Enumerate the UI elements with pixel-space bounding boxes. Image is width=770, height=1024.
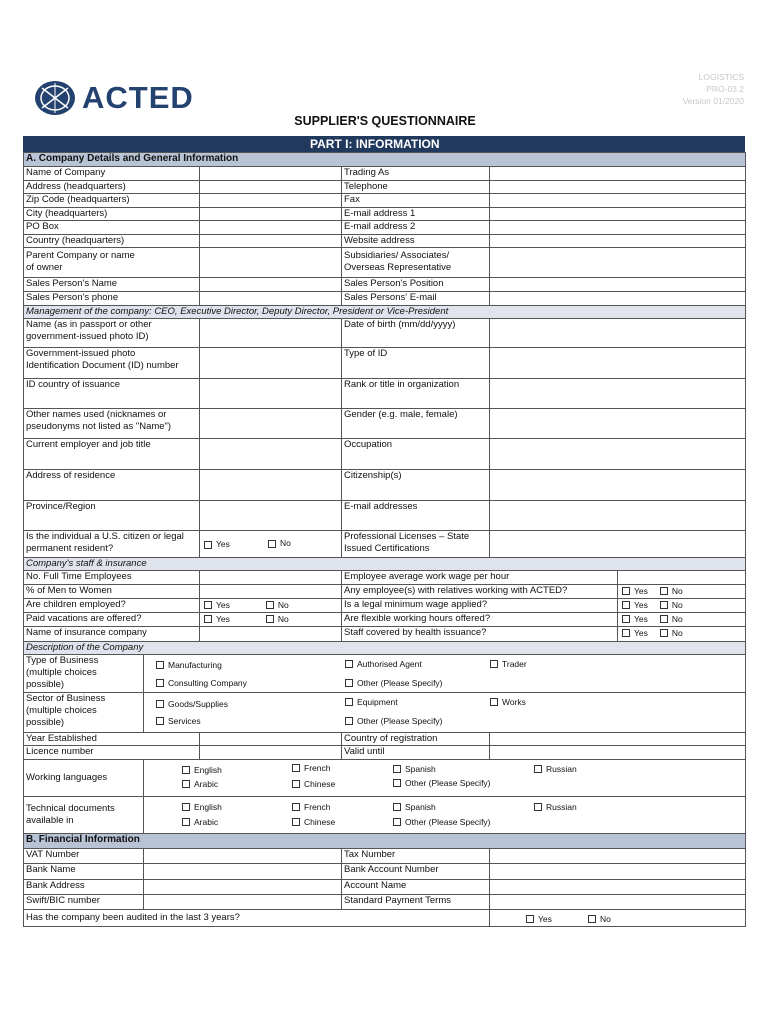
equipment-checkbox[interactable] — [345, 696, 398, 708]
option-label: Other (Please Specify) — [405, 816, 491, 827]
option-label: Other (Please Specify) — [357, 677, 443, 688]
input-cell[interactable] — [490, 746, 746, 760]
input-cell[interactable] — [200, 221, 342, 235]
option-label: Works — [502, 696, 526, 707]
field-label: Telephone — [342, 180, 490, 194]
input-cell[interactable] — [200, 319, 342, 348]
goods-supplies-checkbox[interactable] — [156, 698, 228, 710]
english-checkbox[interactable] — [182, 764, 222, 776]
no-label: No — [277, 613, 289, 624]
option-label: Manufacturing — [168, 659, 222, 670]
input-cell[interactable] — [200, 207, 342, 221]
field-label: Is the individual a U.S. citizen or legal permanent resident? — [24, 531, 200, 558]
arabic-checkbox[interactable] — [182, 816, 218, 828]
yes-label: Yes — [634, 627, 648, 638]
input-cell[interactable] — [490, 207, 746, 221]
input-cell[interactable] — [200, 584, 342, 598]
input-cell[interactable] — [200, 248, 342, 278]
yes-checkbox[interactable] — [622, 614, 648, 624]
health-options — [618, 626, 746, 641]
field-label: Fax — [342, 194, 490, 208]
checkbox-icon — [182, 818, 190, 826]
option-label: Equipment — [357, 696, 398, 707]
option-label: Authorised Agent — [357, 658, 422, 669]
field-label: PO Box — [24, 221, 200, 235]
doc-ref-line: LOGISTICS — [698, 72, 744, 82]
checkbox-icon — [534, 765, 542, 773]
no-label: No — [671, 613, 683, 624]
checkbox-icon — [393, 765, 401, 773]
checkbox-icon — [660, 615, 668, 623]
no-label: No — [600, 913, 611, 924]
doc-ref-line: PRO-03.2 — [706, 84, 744, 94]
input-cell[interactable] — [490, 470, 746, 501]
field-label: Bank Address — [24, 879, 144, 894]
audit-options — [490, 909, 746, 926]
doc-ref-line: Version 01/2020 — [682, 96, 744, 106]
checkbox-icon — [268, 540, 276, 548]
other-sector-checkbox[interactable] — [345, 715, 443, 727]
no-checkbox[interactable] — [660, 614, 683, 624]
checkbox-icon — [622, 615, 630, 623]
french-checkbox[interactable] — [292, 801, 330, 813]
field-label: Bank Name — [24, 863, 144, 879]
field-label: Paid vacations are offered? — [24, 612, 200, 626]
input-cell[interactable] — [200, 180, 342, 194]
yes-checkbox[interactable] — [622, 586, 648, 596]
checkbox-icon — [660, 601, 668, 609]
field-label: Bank Account Number — [342, 863, 490, 879]
option-label: Spanish — [405, 763, 436, 774]
input-cell[interactable] — [200, 278, 342, 292]
checkbox-icon — [588, 915, 596, 923]
field-label: Are flexible working hours offered? — [342, 612, 618, 626]
other-language-checkbox[interactable] — [393, 777, 491, 789]
chinese-checkbox[interactable] — [292, 778, 335, 790]
option-label: Other (Please Specify) — [405, 777, 491, 788]
no-checkbox[interactable] — [660, 600, 683, 610]
field-label: Staff covered by health issuance? — [342, 626, 618, 641]
input-cell[interactable] — [490, 180, 746, 194]
yes-label: Yes — [216, 613, 230, 624]
checkbox-icon — [204, 541, 212, 549]
checkbox-icon — [182, 780, 190, 788]
no-label: No — [671, 627, 683, 638]
input-cell[interactable] — [200, 194, 342, 208]
checkbox-icon — [266, 615, 274, 623]
option-label: English — [194, 801, 222, 812]
field-label: Name (as in passport or other government-issued photo ID) — [24, 319, 200, 348]
checkbox-icon — [156, 717, 164, 725]
field-label: Name of Company — [24, 167, 200, 181]
input-cell[interactable] — [200, 470, 342, 501]
globe-logo-icon — [34, 80, 76, 116]
field-label: Swift/BIC number — [24, 894, 144, 909]
field-label: % of Men to Women — [24, 584, 200, 598]
technical-documents-options — [144, 796, 746, 833]
field-label: Tax Number — [342, 848, 490, 863]
field-label: E-mail address 1 — [342, 207, 490, 221]
field-label: Trading As — [342, 167, 490, 181]
checkbox-icon — [204, 615, 212, 623]
checkbox-icon — [266, 601, 274, 609]
russian-checkbox[interactable] — [534, 801, 577, 813]
field-label: Address of residence — [24, 470, 200, 501]
option-label: Russian — [546, 801, 577, 812]
no-checkbox[interactable] — [266, 614, 289, 624]
field-label: No. Full Time Employees — [24, 571, 200, 585]
questionnaire-form — [23, 152, 746, 927]
field-label: Employee average work wage per hour — [342, 571, 618, 585]
input-cell[interactable] — [144, 848, 342, 863]
option-label: Services — [168, 715, 201, 726]
sector-of-business-options — [144, 692, 746, 732]
yes-label: Yes — [634, 613, 648, 624]
field-label: E-mail addresses — [342, 501, 490, 531]
field-label: Parent Company or name of owner — [24, 248, 200, 278]
input-cell[interactable] — [200, 732, 342, 746]
field-label: Province/Region — [24, 501, 200, 531]
checkbox-icon — [490, 698, 498, 706]
no-label: No — [671, 599, 683, 610]
option-label: Arabic — [194, 816, 219, 827]
checkbox-icon — [526, 915, 534, 923]
input-cell[interactable] — [490, 379, 746, 409]
input-cell[interactable] — [618, 571, 746, 585]
checkbox-icon — [393, 779, 401, 787]
no-label: No — [671, 585, 683, 596]
checkbox-icon — [204, 601, 212, 609]
field-label: Occupation — [342, 439, 490, 470]
checkbox-icon — [622, 601, 630, 609]
checkbox-icon — [534, 803, 542, 811]
input-cell[interactable] — [490, 194, 746, 208]
field-label: Subsidiaries/ Associates/ Overseas Representative — [342, 248, 490, 278]
checkbox-icon — [156, 661, 164, 669]
option-label: Chinese — [304, 816, 336, 827]
input-cell[interactable] — [200, 439, 342, 470]
checkbox-icon — [182, 803, 190, 811]
russian-checkbox[interactable] — [534, 763, 577, 775]
input-cell[interactable] — [490, 879, 746, 894]
field-label: Sales Person's Position — [342, 278, 490, 292]
vacation-options — [200, 612, 342, 626]
field-label: Working languages — [24, 759, 144, 796]
field-label: Citizenship(s) — [342, 470, 490, 501]
input-cell[interactable] — [490, 848, 746, 863]
checkbox-icon — [182, 766, 190, 774]
section-a-heading: A. Company Details and General Information — [24, 153, 746, 167]
yes-checkbox[interactable] — [526, 913, 552, 925]
field-label: Type of ID — [342, 348, 490, 379]
input-cell[interactable] — [144, 894, 342, 909]
input-cell[interactable] — [490, 863, 746, 879]
field-label: Country of registration — [342, 732, 490, 746]
input-cell[interactable] — [200, 292, 342, 306]
field-label: Sector of Business (multiple choices possible) — [24, 692, 144, 732]
working-languages-options — [144, 759, 746, 796]
input-cell[interactable] — [200, 571, 342, 585]
field-label: Government-issued photo Identification Document (ID) number — [24, 348, 200, 379]
input-cell[interactable] — [490, 348, 746, 379]
yes-label: Yes — [216, 599, 230, 610]
option-label: Goods/Supplies — [168, 698, 229, 709]
field-label: Technical documents available in — [24, 796, 144, 833]
yes-checkbox[interactable] — [204, 538, 230, 550]
yes-label: Yes — [216, 539, 230, 549]
checkbox-icon — [292, 818, 300, 826]
input-cell[interactable] — [490, 319, 746, 348]
no-checkbox[interactable] — [268, 537, 291, 549]
field-label: Are children employed? — [24, 598, 200, 612]
option-label: Other (Please Specify) — [357, 715, 443, 726]
option-label: Arabic — [194, 778, 219, 789]
checkbox-icon — [345, 717, 353, 725]
no-checkbox[interactable] — [660, 628, 683, 638]
children-options — [200, 598, 342, 612]
chinese-checkbox[interactable] — [292, 816, 335, 828]
acted-logo — [34, 80, 194, 116]
field-label: Date of birth (mm/dd/yyyy) — [342, 319, 490, 348]
field-label: Country (headquarters) — [24, 234, 200, 248]
checkbox-icon — [292, 764, 300, 772]
us-citizen-options — [200, 531, 342, 558]
field-label: Account Name — [342, 879, 490, 894]
relatives-options — [618, 584, 746, 598]
min-wage-options — [618, 598, 746, 612]
checkbox-icon — [345, 660, 353, 668]
option-label: Trader — [502, 658, 527, 669]
yes-label: Yes — [634, 585, 648, 596]
checkbox-icon — [490, 660, 498, 668]
input-cell[interactable] — [200, 409, 342, 439]
input-cell[interactable] — [490, 531, 746, 558]
field-label: Other names used (nicknames or pseudonyms not listed as "Name") — [24, 409, 200, 439]
document-reference — [683, 71, 744, 107]
management-heading: Management of the company: CEO, Executive Director, Deputy Director, President or Vice-President — [24, 306, 746, 319]
other-type-checkbox[interactable] — [345, 677, 443, 689]
french-checkbox[interactable] — [292, 762, 330, 774]
checkbox-icon — [660, 629, 668, 637]
yes-checkbox[interactable] — [622, 628, 648, 638]
field-label: VAT Number — [24, 848, 144, 863]
field-label: Sales Person's phone — [24, 292, 200, 306]
input-cell[interactable] — [490, 248, 746, 278]
option-label: Russian — [546, 763, 577, 774]
field-label: Professional Licenses – State Issued Certifications — [342, 531, 490, 558]
field-label: Rank or title in organization — [342, 379, 490, 409]
field-label: Gender (e.g. male, female) — [342, 409, 490, 439]
field-label: E-mail address 2 — [342, 221, 490, 235]
checkbox-icon — [393, 803, 401, 811]
arabic-checkbox[interactable] — [182, 778, 218, 790]
input-cell[interactable] — [200, 348, 342, 379]
checkbox-icon — [622, 587, 630, 595]
input-cell[interactable] — [490, 234, 746, 248]
no-checkbox[interactable] — [266, 600, 289, 610]
section-b-heading: B. Financial Information — [24, 833, 746, 848]
input-cell[interactable] — [490, 292, 746, 306]
no-label: No — [277, 599, 289, 610]
yes-checkbox[interactable] — [622, 600, 648, 610]
description-heading: Description of the Company — [24, 641, 746, 654]
input-cell[interactable] — [490, 167, 746, 181]
field-label: Type of Business (multiple choices possible) — [24, 654, 144, 692]
field-label: Zip Code (headquarters) — [24, 194, 200, 208]
spanish-checkbox[interactable] — [393, 801, 436, 813]
option-label: English — [194, 764, 222, 775]
field-label: Sales Person's Name — [24, 278, 200, 292]
field-label: Name of insurance company — [24, 626, 200, 641]
yes-checkbox[interactable] — [204, 600, 230, 610]
checkbox-icon — [345, 679, 353, 687]
no-label: No — [280, 538, 291, 548]
type-of-business-options — [144, 654, 746, 692]
option-label: French — [304, 762, 331, 773]
checkbox-icon — [292, 803, 300, 811]
field-label: City (headquarters) — [24, 207, 200, 221]
other-language-checkbox[interactable] — [393, 816, 491, 828]
option-label: Spanish — [405, 801, 436, 812]
page-title: SUPPLIER'S QUESTIONNAIRE — [294, 114, 476, 128]
input-cell[interactable] — [490, 278, 746, 292]
checkbox-icon — [156, 679, 164, 687]
input-cell[interactable] — [490, 221, 746, 235]
manufacturing-checkbox[interactable] — [156, 659, 222, 671]
field-label: Valid until — [342, 746, 490, 760]
no-checkbox[interactable] — [660, 586, 683, 596]
input-cell[interactable] — [200, 746, 342, 760]
staff-heading: Company's staff & insurance — [24, 558, 746, 571]
flexible-hours-options — [618, 612, 746, 626]
no-checkbox[interactable] — [588, 913, 611, 925]
field-label: Website address — [342, 234, 490, 248]
input-cell[interactable] — [200, 501, 342, 531]
input-cell[interactable] — [144, 879, 342, 894]
brand-name: ACTED — [82, 80, 194, 115]
english-checkbox[interactable] — [182, 801, 222, 813]
spanish-checkbox[interactable] — [393, 763, 436, 775]
services-checkbox[interactable] — [156, 715, 201, 727]
input-cell[interactable] — [490, 894, 746, 909]
input-cell[interactable] — [490, 501, 746, 531]
checkbox-icon — [156, 700, 164, 708]
input-cell[interactable] — [490, 732, 746, 746]
yes-checkbox[interactable] — [204, 614, 230, 624]
authorised-agent-checkbox[interactable] — [345, 658, 422, 670]
input-cell[interactable] — [200, 626, 342, 641]
input-cell[interactable] — [490, 409, 746, 439]
option-label: Consulting Company — [168, 677, 247, 688]
checkbox-icon — [345, 698, 353, 706]
field-label: Is a legal minimum wage applied? — [342, 598, 618, 612]
part-heading: PART I: INFORMATION — [23, 136, 745, 152]
yes-label: Yes — [538, 913, 552, 924]
input-cell[interactable] — [200, 234, 342, 248]
input-cell[interactable] — [200, 167, 342, 181]
works-checkbox[interactable] — [490, 696, 526, 708]
input-cell[interactable] — [200, 379, 342, 409]
checkbox-icon — [622, 629, 630, 637]
field-label: Address (headquarters) — [24, 180, 200, 194]
option-label: Chinese — [304, 778, 336, 789]
field-label: Year Established — [24, 732, 200, 746]
checkbox-icon — [393, 818, 401, 826]
field-label: Current employer and job title — [24, 439, 200, 470]
field-label: ID country of issuance — [24, 379, 200, 409]
field-label: Sales Persons' E-mail — [342, 292, 490, 306]
field-label: Any employee(s) with relatives working with ACTED? — [342, 584, 618, 598]
input-cell[interactable] — [490, 439, 746, 470]
field-label: Has the company been audited in the last 3 years? — [24, 909, 490, 926]
field-label: Standard Payment Terms — [342, 894, 490, 909]
checkbox-icon — [660, 587, 668, 595]
field-label: Licence number — [24, 746, 200, 760]
trader-checkbox[interactable] — [490, 658, 527, 670]
consulting-company-checkbox[interactable] — [156, 677, 247, 689]
input-cell[interactable] — [144, 863, 342, 879]
option-label: French — [304, 801, 331, 812]
checkbox-icon — [292, 780, 300, 788]
yes-label: Yes — [634, 599, 648, 610]
